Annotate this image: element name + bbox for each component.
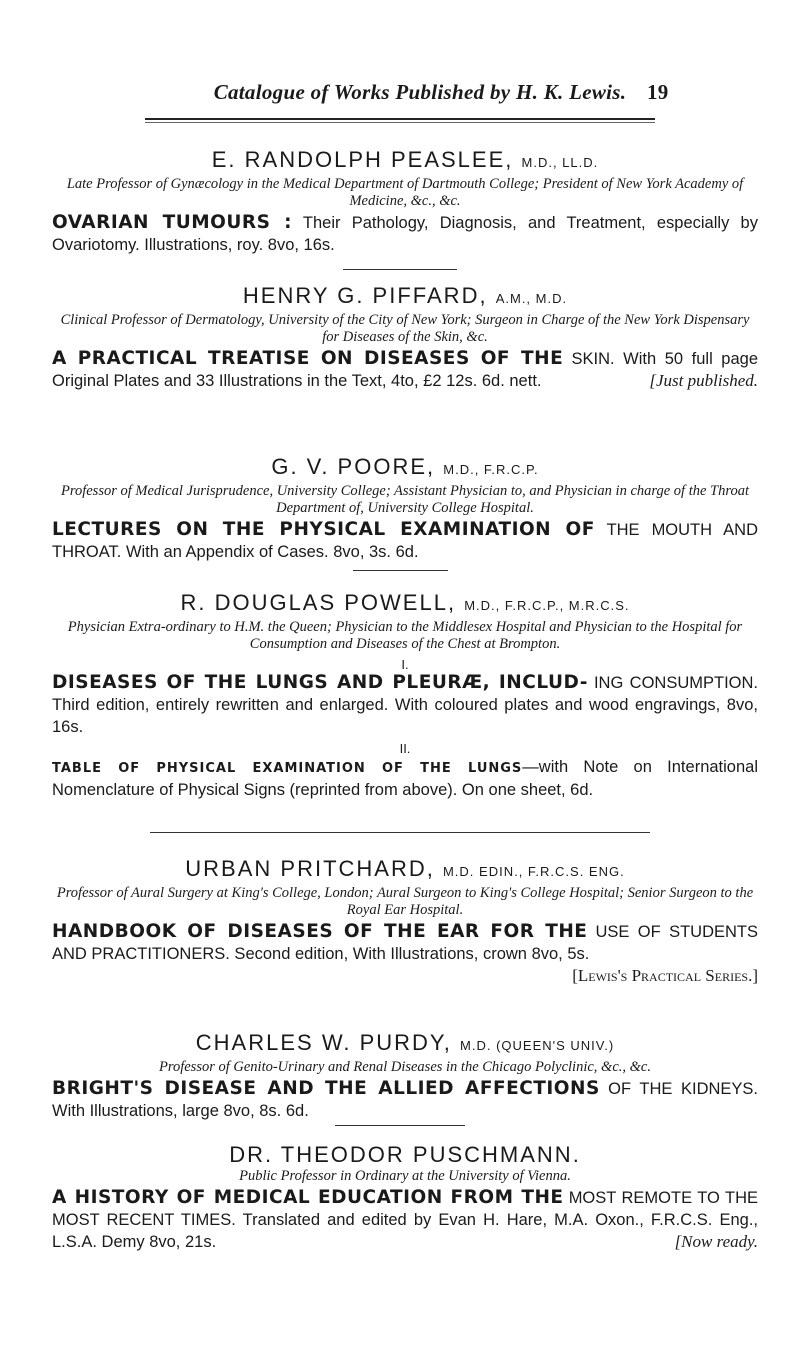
book-title: TABLE OF PHYSICAL EXAMINATION OF THE LUNGS — [52, 761, 523, 776]
header-rule-thin — [145, 122, 655, 123]
section-divider — [335, 1125, 465, 1126]
author-name: CHARLES W. PURDY, M.D. (QUEEN'S UNIV.) — [195, 1030, 615, 1055]
author-degrees: A.M., M.D. — [495, 291, 568, 306]
book-listing — [52, 756, 758, 801]
book-title: DISEASES OF THE LUNGS AND PLEURÆ, INCLUD- — [52, 672, 588, 693]
catalogue-entry-pritchard — [52, 856, 758, 986]
book-listing — [52, 921, 759, 985]
author-credentials: Public Professor in Ordinary at the University of Vienna. — [239, 1168, 571, 1184]
author-name: E. RANDOLPH PEASLEE, M.D., LL.D. — [211, 147, 599, 172]
book-listing — [52, 212, 758, 256]
volume-numeral: I. — [401, 657, 409, 672]
catalogue-entry-powell — [52, 590, 758, 801]
book-title: A PRACTICAL TREATISE ON DISEASES OF THE — [52, 348, 564, 369]
author-credentials: Clinical Professor of Dermatology, University of the City of New York; Surgeon in Charge of the New York Dispensary for Diseases of the Skin, &c. — [60, 312, 750, 345]
book-title: OVARIAN TUMOURS : — [52, 212, 292, 233]
book-details: —with Note on International Nomenclature of Physical Signs (reprinted from above). On one sheet, 6d. — [52, 758, 758, 799]
header-rule — [145, 118, 655, 120]
book-details: SKIN. With 50 full page Original Plates and 33 Illustrations in the Text, 4to, £2 12s. 6d. nett. — [52, 350, 759, 390]
author-credentials: Late Professor of Gynæcology in the Medical Department of Dartmouth College; President of New York Academy of Medicine, &c., &c. — [66, 176, 744, 209]
author-name: DR. THEODOR PUSCHMANN. — [229, 1142, 581, 1167]
author-name: R. DOUGLAS POWELL, M.D., F.R.C.P., M.R.C.S. — [180, 590, 630, 615]
author-degrees: M.D. EDIN., F.R.C.S. ENG. — [442, 864, 625, 879]
author-degrees: M.D., F.R.C.P., M.R.C.S. — [464, 598, 630, 613]
book-listing — [52, 1187, 758, 1253]
author-name: G. V. POORE, M.D., F.R.C.P. — [271, 454, 539, 479]
publication-note: [Now ready. — [674, 1232, 758, 1251]
book-details: THE MOUTH AND THROAT. With an Appendix of Cases. 8vo, 3s. 6d. — [52, 521, 758, 561]
book-listing — [52, 519, 758, 563]
book-details: ING CONSUMPTION. Third edition, entirely rewritten and enlarged. With coloured plates and wood engravings, 8vo, 16s. — [52, 674, 758, 736]
catalogue-entry-peaslee — [52, 147, 758, 256]
book-listing — [52, 1078, 758, 1122]
catalogue-entry-poore — [52, 454, 758, 563]
catalogue-entry-purdy — [52, 1030, 758, 1122]
book-title: A HISTORY OF MEDICAL EDUCATION FROM THE — [52, 1187, 564, 1208]
book-details: MOST REMOTE TO THE MOST RECENT TIMES. Translated and edited by Evan H. Hare, M.A. Oxon., F.R.C.S. Eng., L.S.A. Demy 8vo, 21s. — [52, 1189, 758, 1251]
book-title: HANDBOOK OF DISEASES OF THE EAR FOR THE — [52, 921, 588, 942]
book-details: Their Pathology, Diagnosis, and Treatment, especially by Ovariotomy. Illustrations, roy. 8vo, 16s. — [52, 214, 758, 254]
author-credentials: Professor of Genito-Urinary and Renal Diseases in the Chicago Polyclinic, &c., &c. — [159, 1059, 651, 1075]
section-divider — [353, 570, 448, 571]
page-number: 19 — [647, 80, 669, 104]
book-listing — [52, 348, 758, 392]
running-title: Catalogue of Works Published by H. K. Lewis. — [213, 80, 627, 104]
author-degrees: M.D., LL.D. — [521, 155, 599, 170]
book-details: USE OF STUDENTS AND PRACTITIONERS. Second edition, With Illustrations, crown 8vo, 5s. — [52, 923, 759, 963]
catalogue-entry-puschmann — [52, 1142, 758, 1253]
catalogue-entry-piffard — [52, 283, 758, 392]
book-title: LECTURES ON THE PHYSICAL EXAMINATION OF — [52, 519, 595, 540]
section-divider — [150, 832, 650, 833]
publication-note: [Just published. — [649, 371, 758, 390]
author-name: URBAN PRITCHARD, M.D. EDIN., F.R.C.S. ENG. — [185, 856, 625, 881]
author-credentials: Professor of Medical Jurisprudence, University College; Assistant Physician to, and Physician in charge of the Throat Department of, University College Hospital. — [61, 483, 749, 516]
section-divider — [343, 269, 457, 270]
book-listing — [52, 672, 758, 738]
book-details: OF THE KIDNEYS. With Illustrations, large 8vo, 8s. 6d. — [52, 1080, 759, 1120]
running-head — [0, 80, 800, 105]
book-title: BRIGHT'S DISEASE AND THE ALLIED AFFECTIONS — [52, 1078, 600, 1099]
author-credentials: Physician Extra-ordinary to H.M. the Queen; Physician to the Middlesex Hospital and Physician to the Hospital for Consumption and Diseases of the Chest at Brompton. — [67, 619, 743, 652]
volume-numeral: II. — [399, 741, 411, 756]
series-note: [Lewis's Practical Series.] — [572, 966, 758, 985]
author-degrees: M.D., F.R.C.P. — [443, 462, 539, 477]
author-degrees: M.D. (QUEEN'S UNIV.) — [460, 1038, 615, 1053]
author-name: HENRY G. PIFFARD, A.M., M.D. — [242, 283, 568, 308]
author-credentials: Professor of Aural Surgery at King's College, London; Aural Surgeon to King's College Hospital; Senior Surgeon to the Royal Ear Hospital. — [56, 885, 754, 918]
